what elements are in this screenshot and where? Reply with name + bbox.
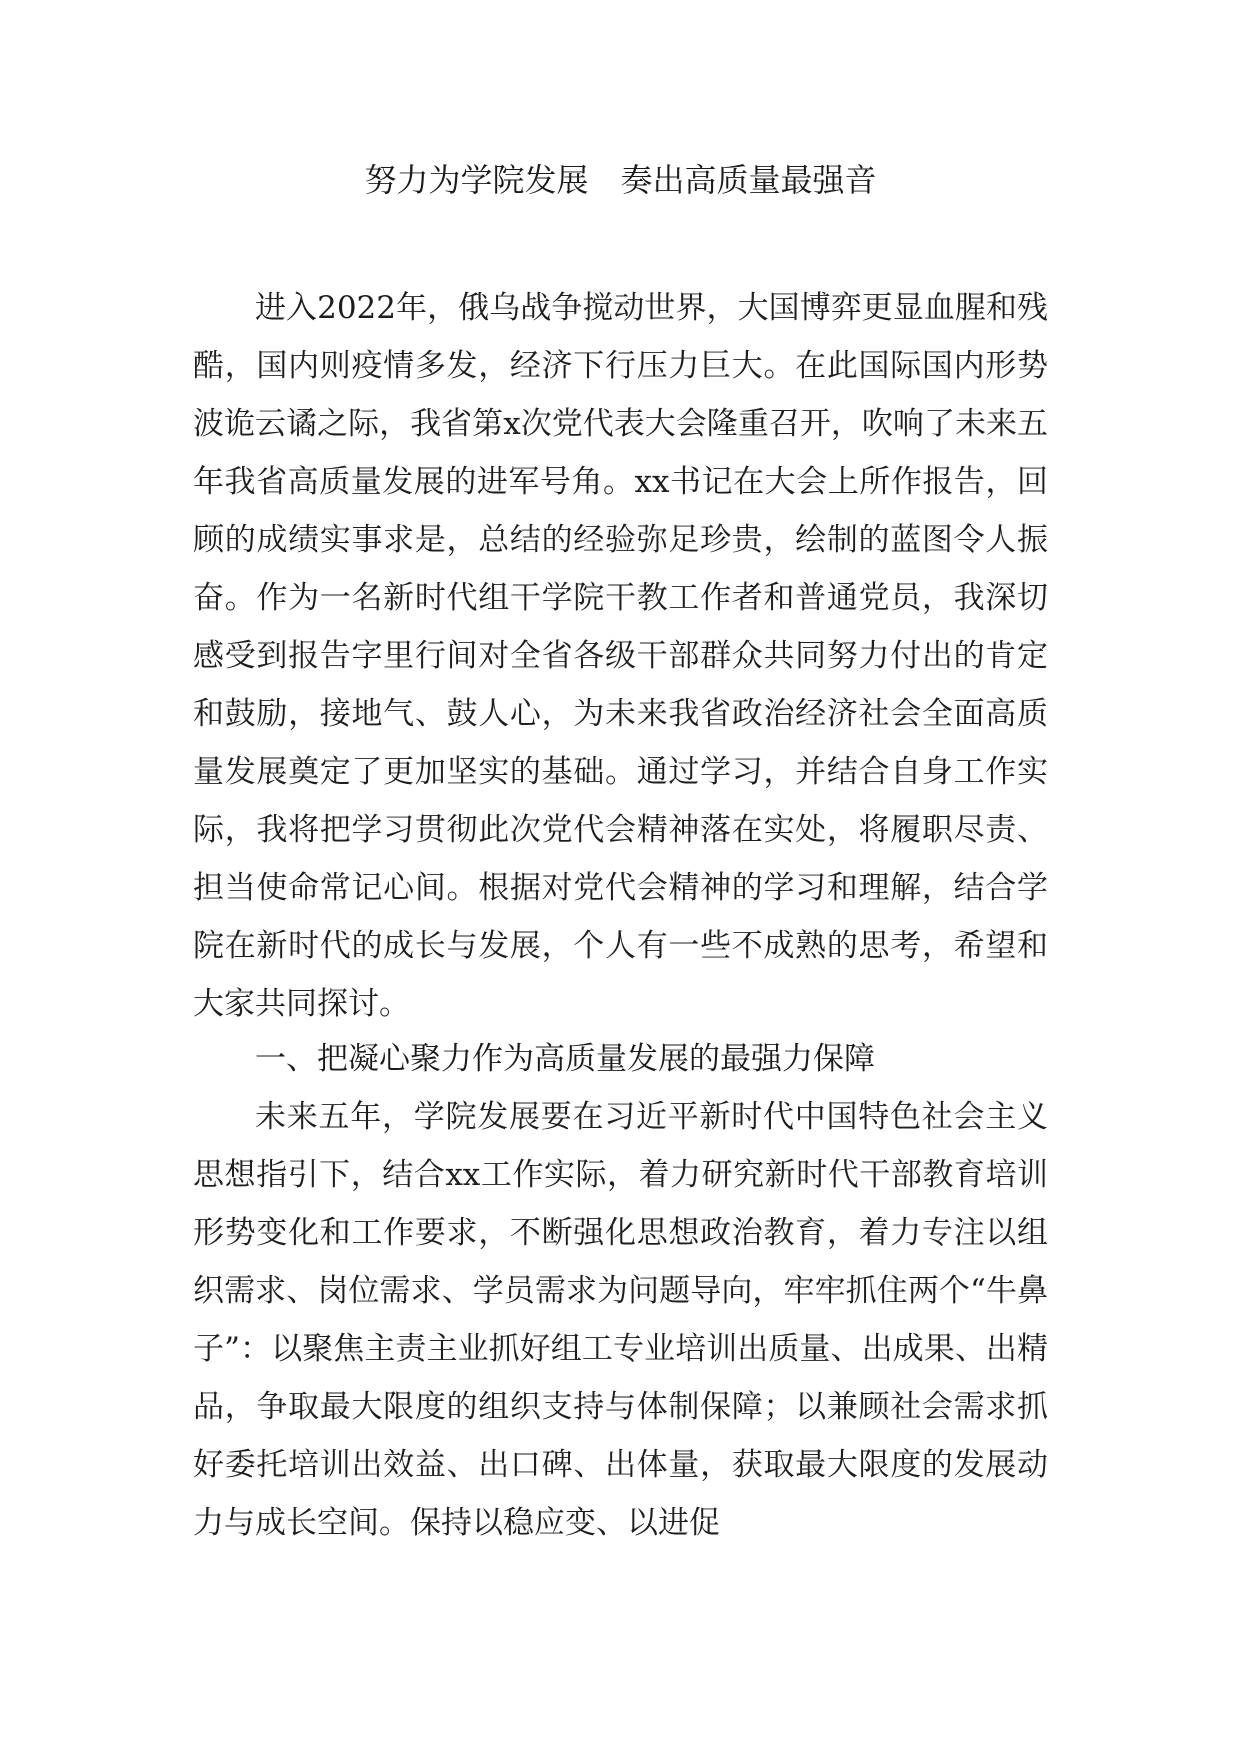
section-heading: 一、把凝心聚力作为高质量发展的最强力保障 [255, 1041, 875, 1077]
paragraph-section-one: 未来五年，学院发展要在习近平新时代中国特色社会主义思想指引下，结合xx工作实际，着力研究新时代干部教育培训形势变化和工作要求，不断强化思想政治教育，着力专注以组织需求、岗位需求、学员需求为问题导向，牢牢抓住两个“牛鼻子”：以聚焦主责主业抓好组工专业培训出质量、出成果、出精品，争取最大限度的组织支持与体制保障；以兼顾社会需求抓好委托培训出效益、出口碑、出体量，获取最大限度的发展动力与成长空间。保持以稳应变、以进促 [193, 1099, 1048, 1541]
paragraph-intro: 进入2022年，俄乌战争搅动世界，大国博弈更显血腥和残酷，国内则疫情多发，经济下行压力巨大。在此国际国内形势波诡云谲之际，我省第x次党代表大会隆重召开，吹响了未来五年我省高质量发展的进军号角。xx书记在大会上所作报告，回顾的成绩实事求是，总结的经验弥足珍贵，绘制的蓝图令人振奋。作为一名新时代组干学院干教工作者和普通党员，我深切感受到报告字里行间对全省各级干部群众共同努力付出的肯定和鼓励，接地气、鼓人心，为未来我省政治经济社会全面高质量发展奠定了更加坚实的基础。通过学习，并结合自身工作实际，我将把学习贯彻此次党代会精神落在实处，将履职尽责、担当使命常记心间。根据对党代会精神的学习和理解，结合学院在新时代的成长与发展，个人有一些不成熟的思考，希望和大家共同探讨。 [193, 290, 1048, 1022]
document-title: 努力为学院发展 奏出高质量最强音 [364, 161, 877, 199]
